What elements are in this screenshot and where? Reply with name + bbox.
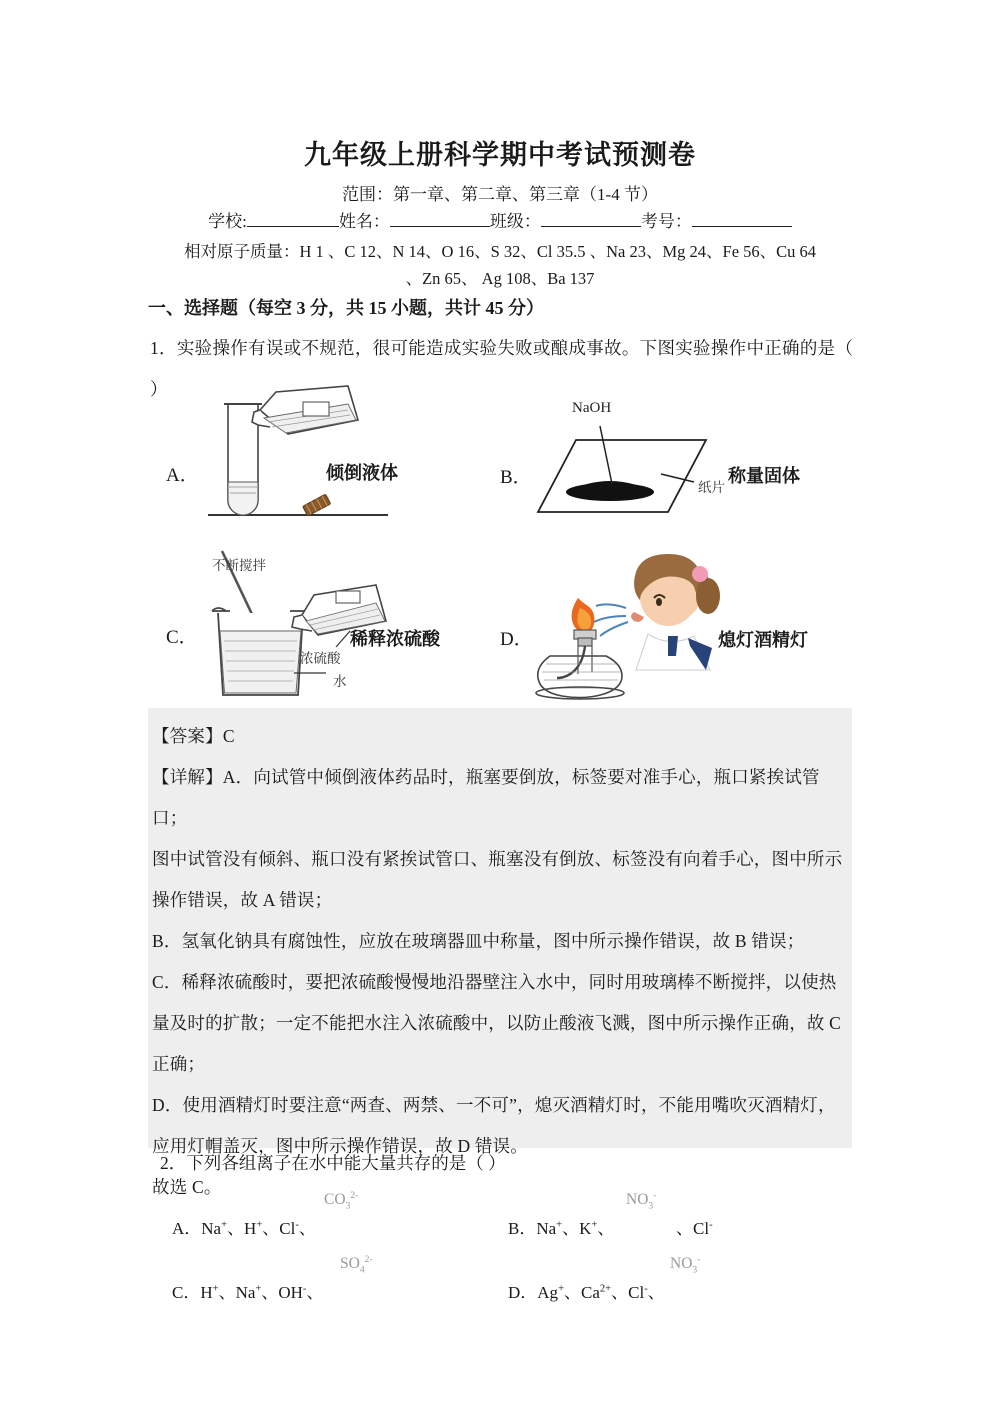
- question-2-option-a[interactable]: [172, 1214, 316, 1239]
- answer-explanation-text: [152, 716, 846, 1208]
- option-b-caption: 称量固体: [728, 466, 800, 486]
- explanation-line: C．稀释浓硫酸时，要把浓硫酸慢慢地沿器壁注入水中，同时用玻璃棒不断搅拌，以使热: [152, 972, 837, 992]
- explanation-line: 正确；: [152, 1054, 206, 1074]
- option-a-carbonate-formula: $CO_3^{2-}$: [324, 1190, 359, 1212]
- explanation-line: 故选 C。: [152, 1177, 222, 1197]
- paper-label: 纸片: [698, 480, 725, 495]
- option-b-letter: B．: [500, 467, 532, 488]
- option-a-figure: [198, 382, 428, 522]
- option-a-ions: A．Na+、H+、Cl-、: [172, 1219, 316, 1238]
- question-2-options: [160, 1186, 860, 1306]
- question-1-figures: [150, 382, 864, 710]
- option-a-letter: A．: [166, 465, 199, 486]
- exam-scope: 范围：第一章、第二章、第三章（1-4 节）: [342, 185, 658, 204]
- answer-line: [152, 716, 846, 757]
- explanation-line: 量及时的扩散；一定不能把水注入浓硫酸中，以防止酸液飞溅，图中所示操作正确，故 C: [152, 1013, 842, 1033]
- option-c-sulfate-formula: $SO_4^{2-}$: [340, 1254, 373, 1276]
- option-d-nitrate-formula: $NO_3^-$: [670, 1254, 701, 1276]
- option-b-ions: B．Na+、K+、: [508, 1219, 615, 1238]
- school-input-blank[interactable]: [247, 226, 339, 227]
- class-label: 班级：: [489, 212, 541, 231]
- exam-no-label: 考号：: [640, 212, 692, 231]
- option-b-ions-tail: 、Cl-: [676, 1219, 713, 1238]
- explanation-line: B．氢氧化钠具有腐蚀性，应放在玻璃器皿中称量，图中所示操作错误，故 B 错误；: [152, 931, 805, 951]
- explanation-line: 【详解】A．向试管中倾倒液体药品时，瓶塞要倒放，标签要对准手心，瓶口紧挨试管口；: [152, 767, 820, 828]
- option-b-nitrate-formula: $NO_3^-$: [626, 1190, 657, 1212]
- option-c-caption: 稀释浓硫酸: [350, 629, 440, 649]
- class-input-blank[interactable]: [541, 226, 641, 227]
- explanation-line: D．使用酒精灯时要注意“两查、两禁、一不可”，熄灭酒精灯时，不能用嘴吹灭酒精灯，: [152, 1095, 836, 1115]
- option-c-letter: C．: [166, 627, 198, 648]
- answer-tag: 【答案】: [152, 726, 223, 746]
- page-title: 九年级上册科学期中考试预测卷: [304, 140, 696, 170]
- name-input-blank[interactable]: [390, 226, 490, 227]
- explanation-line: 操作错误，故 A 错误；: [152, 890, 333, 910]
- question-1-stem-close: ）: [150, 379, 168, 399]
- name-label: 姓名：: [338, 212, 390, 231]
- school-label: 学校:: [208, 212, 247, 231]
- option-d-ions: D．Ag+、$Ca^{2+}$、Cl-、: [508, 1283, 665, 1302]
- question-1-stem-text: 1．实验操作有误或不规范，很可能造成实验失败或酿成事故。下图实验操作中正确的是（: [150, 338, 854, 358]
- section-heading: 一、选择题（每空 3 分，共 15 小题，共计 45 分）: [148, 298, 544, 318]
- exam-no-input-blank[interactable]: [692, 226, 792, 227]
- question-2-option-d[interactable]: [508, 1278, 665, 1303]
- atomic-mass-line-1: 相对原子质量：H 1 、C 12、N 14、O 16、S 32、Cl 35.5 、Na 23、Mg 24、Fe 56、Cu 64: [183, 242, 817, 261]
- question-2-option-b[interactable]: [508, 1214, 614, 1239]
- option-d-caption: 熄灯酒精灯: [718, 630, 808, 650]
- option-c-ions: C．H+、Na+、OH-、: [172, 1283, 324, 1302]
- naoh-label: NaOH: [572, 400, 612, 416]
- student-info-line: [0, 207, 1000, 232]
- answer-value: C: [222, 726, 235, 746]
- explanation-line: 图中试管没有倾斜、瓶口没有紧挨试管口、瓶塞没有倒放、标签没有向着手心，图中所示: [152, 849, 843, 869]
- option-d-letter: D．: [500, 629, 533, 650]
- water-label: 水: [333, 674, 347, 689]
- question-2-stem: 2．下列各组离子在水中能大量共存的是（ ）: [160, 1153, 506, 1173]
- atomic-mass-line-2: 、Zn 65、 Ag 108、Ba 137: [405, 269, 595, 288]
- option-a-caption: 倾倒液体: [326, 463, 398, 483]
- sulfuric-acid-label: 浓硫酸: [300, 651, 341, 666]
- question-2-option-c[interactable]: [172, 1278, 323, 1303]
- explanation-line: 应用灯帽盖灭，图中所示操作错误，故 D 错误。: [152, 1136, 528, 1156]
- stir-label: 不断搅拌: [212, 558, 266, 573]
